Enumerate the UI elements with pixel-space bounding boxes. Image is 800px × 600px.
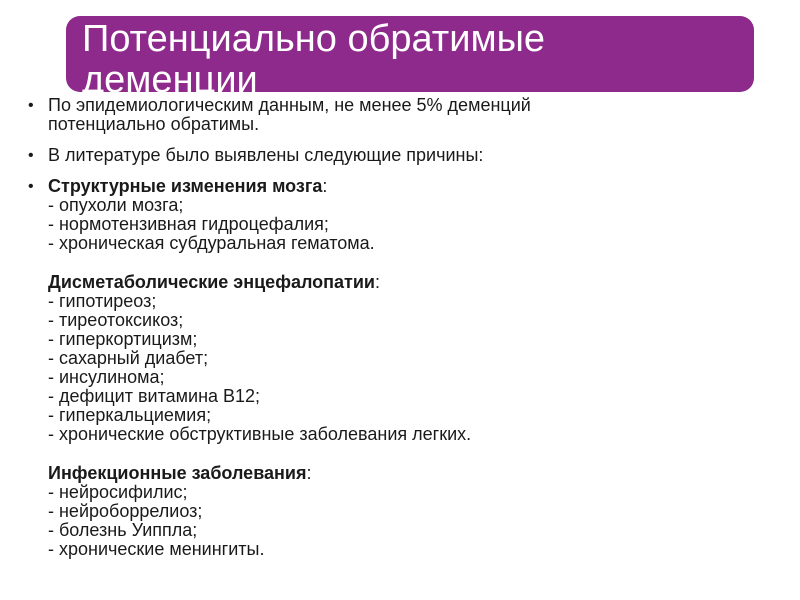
group-heading-line [48,177,778,196]
bullet-text-line: потенциально обратимы. [48,114,260,134]
bullet-text-line: По эпидемиологическим данным, не менее 5% деменций [48,95,531,115]
cause-group-structural [48,177,778,253]
bullet-epidemiology [28,96,778,134]
bullet-causes [28,146,778,165]
list-item: - тиреотоксикоз; [48,310,184,330]
group-heading: Инфекционные заболевания [48,463,307,483]
list-item: - инсулинома; [48,367,165,387]
list-item: - нейросифилис; [48,482,188,502]
list-item: - болезнь Уиппла; [48,520,198,540]
cause-group-infectious [48,464,778,559]
heading-colon: : [306,463,312,483]
title-line-2: деменции [82,59,258,101]
title-line-1: Потенциально обратимые [82,18,546,60]
spacer [48,444,778,464]
bullet-cause-groups [28,177,778,559]
list-item: - опухоли мозга; [48,195,184,215]
group-heading: Дисметаболические энцефалопатии [48,272,375,292]
bullet-icon: • [28,178,34,195]
title-banner [66,16,754,101]
cause-group-dysmetabolic [48,273,778,444]
list-item: - гипотиреоз; [48,291,157,311]
list-item: - гиперкортицизм; [48,329,198,349]
list-item: - нейроборрелиоз; [48,501,203,521]
bullet-icon: • [28,147,34,164]
bullet-text-line: В литературе было выявлены следующие причины: [48,145,484,165]
list-item: - дефицит витамина В12; [48,386,261,406]
list-item: - сахарный диабет; [48,348,209,368]
group-heading: Структурные изменения мозга [48,176,323,196]
spacer [48,253,778,273]
bullet-icon: • [28,97,34,114]
list-item: - хронические менингиты. [48,539,265,559]
group-heading-line [48,464,778,483]
slide-title [82,19,742,101]
group-heading-line [48,273,778,292]
list-item: - нормотензивная гидроцефалия; [48,214,329,234]
heading-colon: : [374,272,380,292]
list-item: - хроническая субдуральная гематома. [48,233,375,253]
list-item: - гиперкальциемия; [48,405,212,425]
list-item: - хронические обструктивные заболевания легких. [48,424,472,444]
slide-content [28,96,778,559]
heading-colon: : [322,176,328,196]
